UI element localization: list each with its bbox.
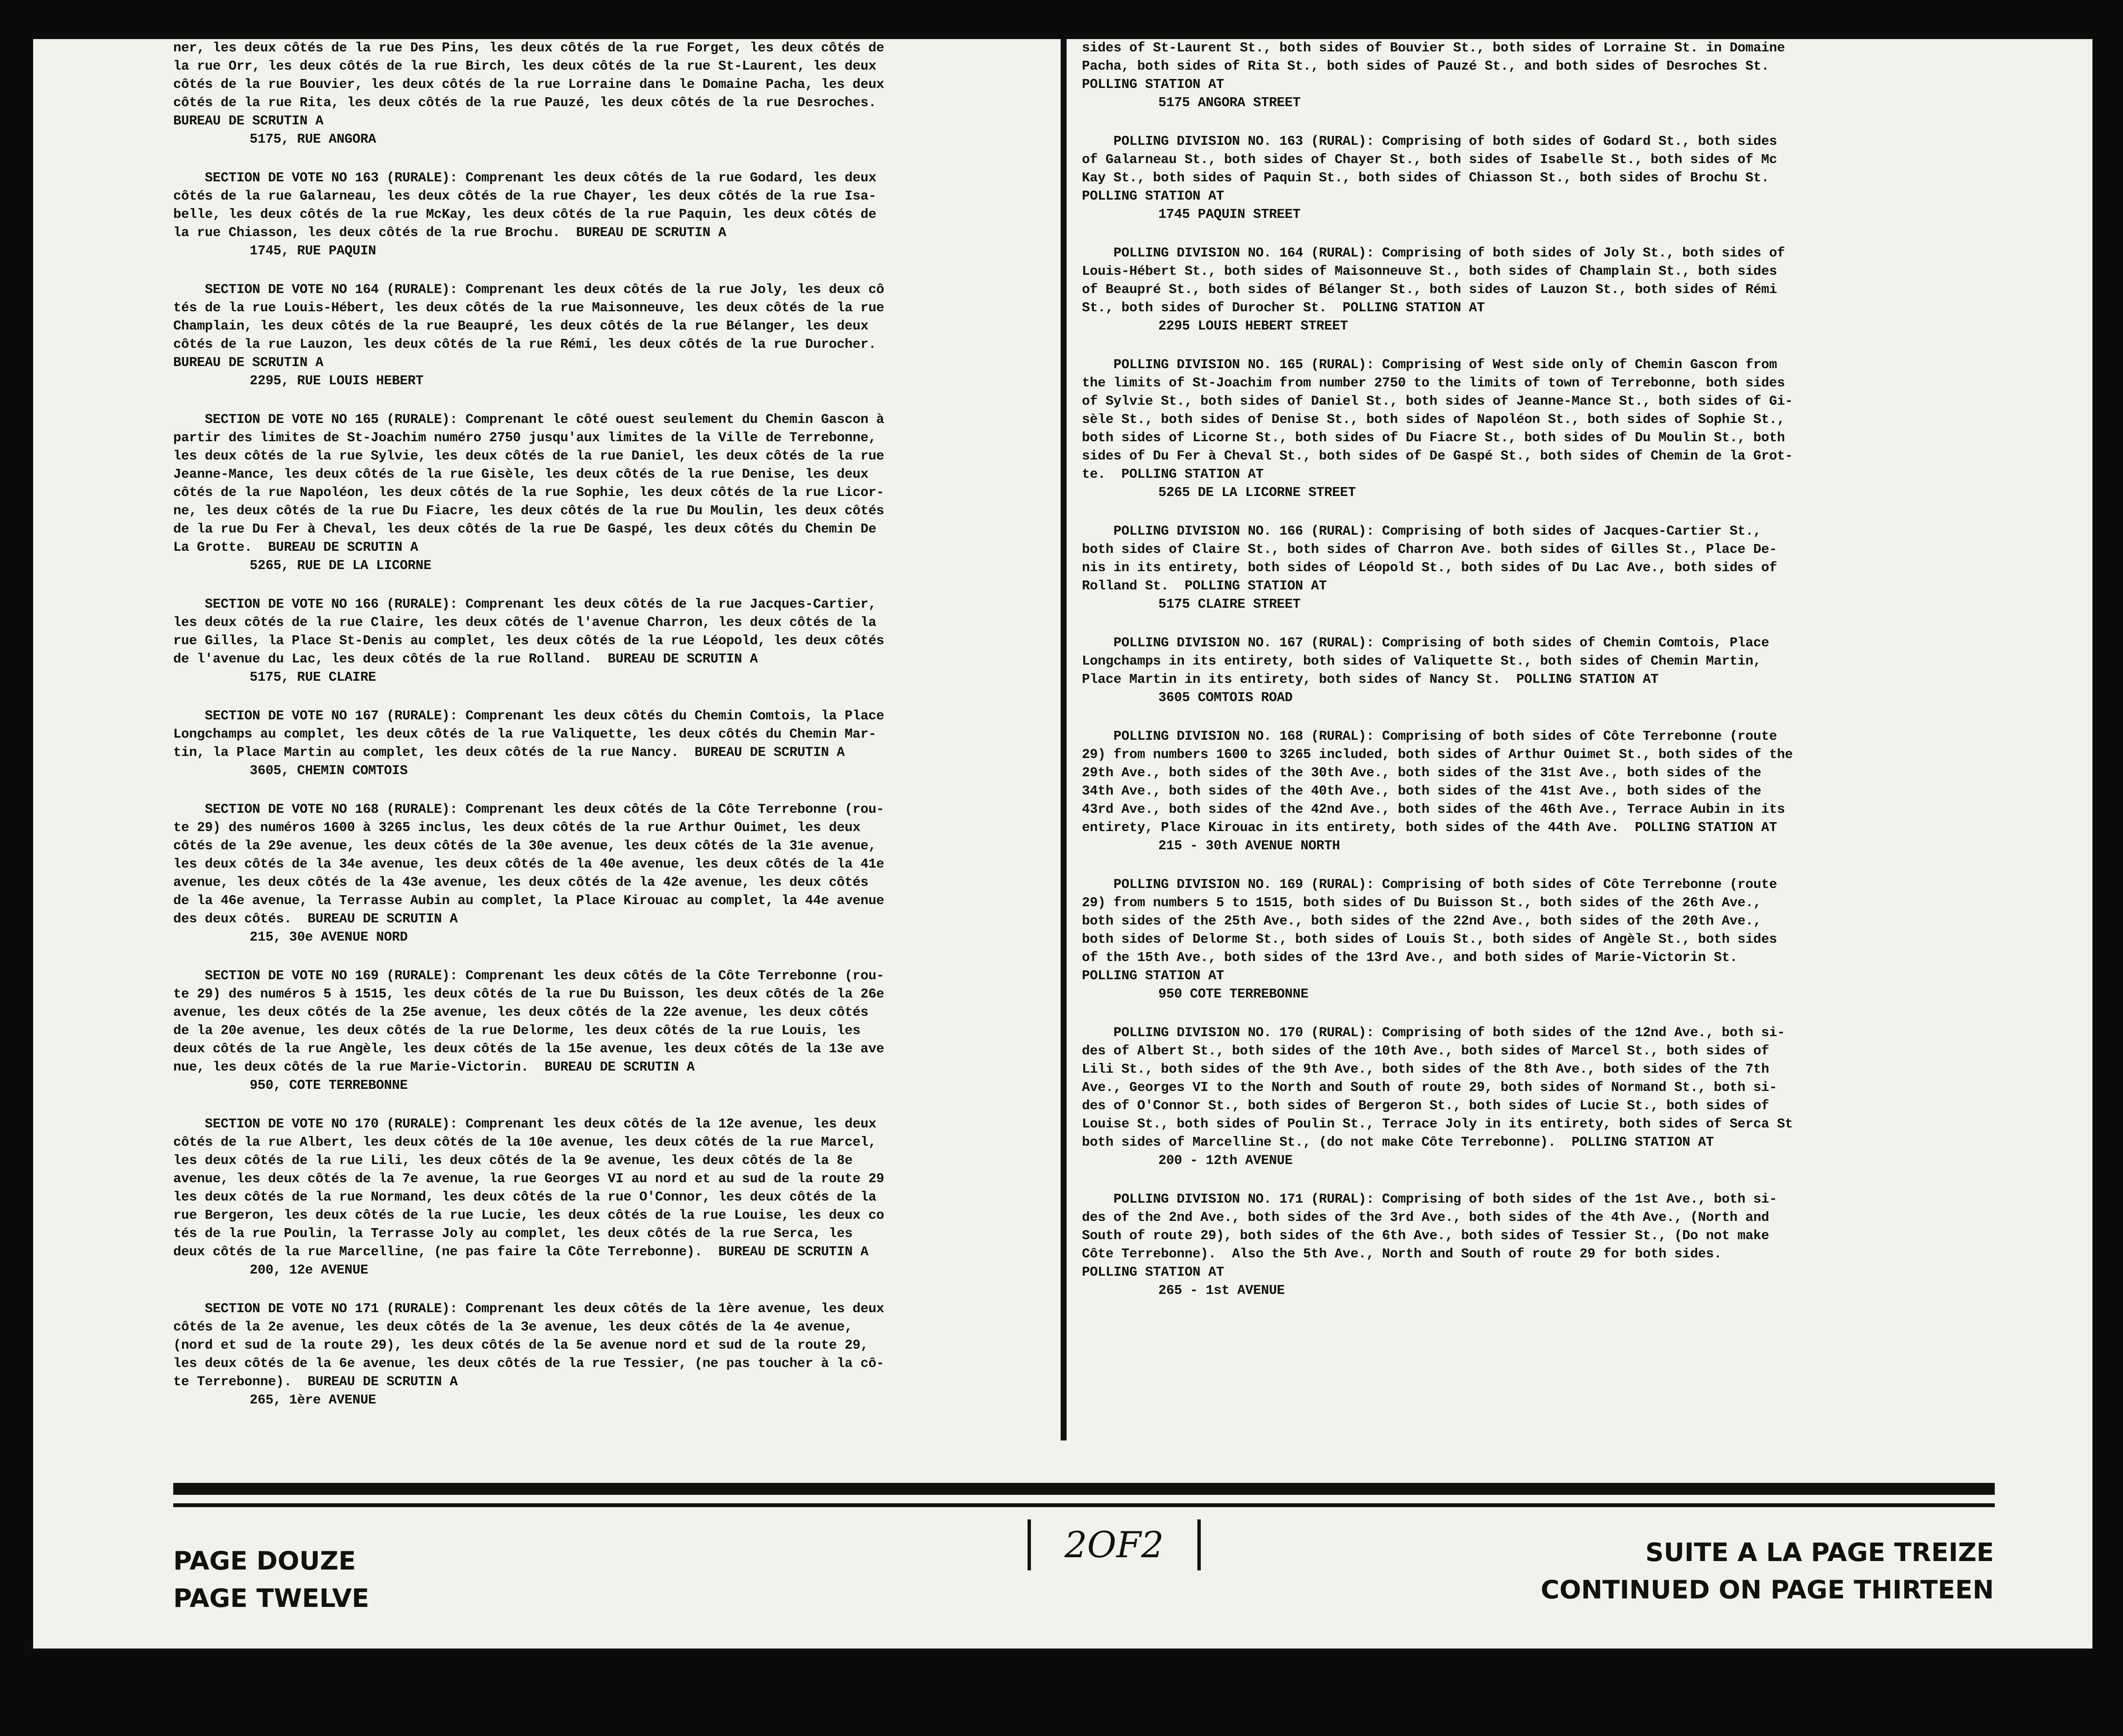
english-text-line: both sides of the 25th Ave., both sides of the 22nd Ave., both sides of the 20th Ave., bbox=[1082, 914, 1761, 929]
french-text-line: côtés de la rue Albert, les deux côtés de la 10e avenue, les deux côtés de la rue Marcel, bbox=[173, 1135, 876, 1150]
english-entry bbox=[1082, 727, 2003, 855]
french-text-line: SECTION DE VOTE NO 166 (RURALE): Comprenant les deux côtés de la rue Jacques-Cartier, bbox=[173, 597, 876, 612]
french-text-line: SECTION DE VOTE NO 167 (RURALE): Comprenant les deux côtés du Chemin Comtois, la Place bbox=[173, 709, 884, 724]
french-text-line: nue, les deux côtés de la rue Marie-Victorin. BUREAU DE SCRUTIN A bbox=[173, 1060, 695, 1075]
footer-rule-thick bbox=[173, 1483, 1995, 1495]
french-text-line: belle, les deux côtés de la rue McKay, les deux côtés de la rue Paquin, les deux côtés de bbox=[173, 207, 876, 222]
english-entry bbox=[1082, 1190, 2003, 1300]
french-polling-station-address: 5175, RUE CLAIRE bbox=[250, 670, 376, 685]
english-text-line: 34th Ave., both sides of the 40th Ave., both sides of the 41st Ave., both sides of the bbox=[1082, 784, 1761, 799]
english-entry bbox=[1082, 356, 2003, 502]
english-polling-station-address: 5175 CLAIRE STREET bbox=[1158, 597, 1301, 612]
french-entry bbox=[173, 169, 1061, 260]
french-text-line: de la 20e avenue, les deux côtés de la rue Delorme, les deux côtés de la rue Louis, les bbox=[173, 1023, 861, 1038]
french-text-line: la rue Chiasson, les deux côtés de la rue Brochu. BUREAU DE SCRUTIN A bbox=[173, 225, 726, 240]
english-text-line: POLLING DIVISION NO. 171 (RURAL): Comprising of both sides of the 1st Ave., both si- bbox=[1082, 1192, 1777, 1207]
french-polling-station-address: 265, 1ère AVENUE bbox=[250, 1393, 376, 1408]
french-entry bbox=[173, 411, 1061, 575]
english-text-line: both sides of Licorne St., both sides of Du Fiacre St., both sides of Du Moulin St., both bbox=[1082, 431, 1785, 445]
french-entry bbox=[173, 281, 1061, 390]
english-text-line: of Sylvie St., both sides of Daniel St., both sides of Jeanne-Mance St., both sides of Gi- bbox=[1082, 394, 1793, 409]
english-text-line: te. POLLING STATION AT bbox=[1082, 467, 1264, 482]
french-text-line: SECTION DE VOTE NO 169 (RURALE): Comprenant les deux côtés de la Côte Terrebonne (rou- bbox=[173, 969, 884, 984]
page-number-fr: PAGE DOUZE bbox=[173, 1546, 356, 1576]
french-text-line: de la 46e avenue, la Terrasse Aubin au complet, la Place Kirouac au complet, la 44e avenue bbox=[173, 893, 884, 908]
french-text-line: SECTION DE VOTE NO 165 (RURALE): Comprenant le côté ouest seulement du Chemin Gascon à bbox=[173, 412, 884, 427]
english-text-line: POLLING STATION AT bbox=[1082, 77, 1224, 92]
french-text-line: SECTION DE VOTE NO 170 (RURALE): Comprenant les deux côtés de la 12e avenue, les deux bbox=[173, 1117, 876, 1132]
english-entry bbox=[1082, 522, 2003, 614]
french-polling-station-address: 215, 30e AVENUE NORD bbox=[250, 930, 408, 945]
english-text-line: Pacha, both sides of Rita St., both sides of Pauzé St., and both sides of Desroches St. bbox=[1082, 59, 1769, 74]
english-polling-station-address: 215 - 30th AVENUE NORTH bbox=[1158, 839, 1340, 854]
english-polling-station-address: 5265 DE LA LICORNE STREET bbox=[1158, 485, 1356, 500]
french-text-line: La Grotte. BUREAU DE SCRUTIN A bbox=[173, 540, 418, 555]
french-polling-station-address: 950, COTE TERREBONNE bbox=[250, 1078, 408, 1093]
french-text-line: les deux côtés de la 34e avenue, les deux côtés de la 40e avenue, les deux côtés de la 41e bbox=[173, 857, 884, 872]
french-text-line: tés de la rue Louis-Hébert, les deux côtés de la rue Maisonneuve, les deux côtés de la rue bbox=[173, 301, 884, 316]
english-entry bbox=[1082, 876, 2003, 1003]
english-column bbox=[1082, 39, 2003, 1453]
english-text-line: of Beaupré St., both sides of Bélanger St., both sides of Lauzon St., both sides of Rémi bbox=[1082, 282, 1777, 297]
french-text-line: ner, les deux côtés de la rue Des Pins, les deux côtés de la rue Forget, les deux côtés de bbox=[173, 41, 884, 56]
french-entry bbox=[173, 595, 1061, 687]
english-polling-station-address: 200 - 12th AVENUE bbox=[1158, 1153, 1293, 1168]
french-text-line: les deux côtés de la 6e avenue, les deux côtés de la rue Tessier, (ne pas toucher à la cô- bbox=[173, 1356, 884, 1371]
french-text-line: avenue, les deux côtés de la 43e avenue, les deux côtés de la 42e avenue, les deux côtés bbox=[173, 875, 869, 890]
english-text-line: Longchamps in its entirety, both sides of Valiquette St., both sides of Chemin Martin, bbox=[1082, 654, 1761, 669]
english-text-line: des of O'Connor St., both sides of Bergeron St., both sides of Lucie St., both sides of bbox=[1082, 1099, 1769, 1113]
french-text-line: rue Gilles, la Place St-Denis au complet, les deux côtés de la rue Léopold, les deux côtés bbox=[173, 634, 884, 648]
english-text-line: Rolland St. POLLING STATION AT bbox=[1082, 579, 1327, 594]
continued-fr: SUITE A LA PAGE TREIZE bbox=[1645, 1538, 1994, 1567]
french-text-line: tés de la rue Poulin, la Terrasse Joly au complet, les deux côtés de la rue Serca, les bbox=[173, 1226, 853, 1241]
scanned-page bbox=[33, 39, 2092, 1649]
french-text-line: la rue Orr, les deux côtés de la rue Birch, les deux côtés de la rue St-Laurent, les deux bbox=[173, 59, 876, 74]
french-text-line: te Terrebonne). BUREAU DE SCRUTIN A bbox=[173, 1375, 458, 1389]
english-text-line: POLLING STATION AT bbox=[1082, 969, 1224, 984]
english-entry bbox=[1082, 39, 2003, 112]
french-text-line: te 29) des numéros 1600 à 3265 inclus, les deux côtés de la rue Arthur Ouimet, les deux bbox=[173, 820, 861, 835]
english-entry bbox=[1082, 1024, 2003, 1170]
english-text-line: POLLING DIVISION NO. 169 (RURAL): Comprising of both sides of Côte Terrebonne (route bbox=[1082, 877, 1777, 892]
english-text-line: 29) from numbers 1600 to 3265 included, both sides of Arthur Ouimet St., both sides of the bbox=[1082, 747, 1793, 762]
french-text-line: (nord et sud de la route 29), les deux côtés de la 5e avenue nord et sud de la route 29, bbox=[173, 1338, 869, 1353]
french-entry bbox=[173, 1300, 1061, 1409]
english-entry bbox=[1082, 244, 2003, 335]
french-entry bbox=[173, 800, 1061, 947]
english-text-line: POLLING DIVISION NO. 167 (RURAL): Comprising of both sides of Chemin Comtois, Place bbox=[1082, 636, 1769, 651]
english-text-line: both sides of Marcelline St., (do not make Côte Terrebonne). POLLING STATION AT bbox=[1082, 1135, 1714, 1150]
english-text-line: both sides of Claire St., both sides of Charron Ave. both sides of Gilles St., Place De- bbox=[1082, 542, 1777, 557]
french-text-line: côtés de la rue Bouvier, les deux côtés de la rue Lorraine dans le Domaine Pacha, les deux bbox=[173, 77, 884, 92]
english-text-line: POLLING DIVISION NO. 170 (RURAL): Comprising of both sides of the 12nd Ave., both si- bbox=[1082, 1026, 1785, 1040]
french-text-line: Longchamps au complet, les deux côtés de la rue Valiquette, les deux côtés du Chemin Mar- bbox=[173, 727, 876, 742]
french-text-line: côtés de la 2e avenue, les deux côtés de la 3e avenue, les deux côtés de la 4e avenue, bbox=[173, 1320, 853, 1335]
french-text-line: les deux côtés de la rue Sylvie, les deux côtés de la rue Daniel, les deux côtés de la rue bbox=[173, 449, 884, 464]
french-text-line: côtés de la rue Napoléon, les deux côtés de la rue Sophie, les deux côtés de la rue Licor- bbox=[173, 485, 884, 500]
english-text-line: sèle St., both sides of Denise St., both sides of Napoléon St., both sides of Sophie St., bbox=[1082, 412, 1785, 427]
english-text-line: sides of St-Laurent St., both sides of Bouvier St., both sides of Lorraine St. in Domaine bbox=[1082, 41, 1785, 56]
english-text-line: des of Albert St., both sides of the 10th Ave., both sides of Marcel St., both sides of bbox=[1082, 1044, 1769, 1059]
english-text-line: POLLING DIVISION NO. 168 (RURAL): Comprising of both sides of Côte Terrebonne (route bbox=[1082, 729, 1777, 744]
english-entry bbox=[1082, 132, 2003, 224]
french-text-line: des deux côtés. BUREAU DE SCRUTIN A bbox=[173, 912, 458, 927]
english-text-line: both sides of Delorme St., both sides of Louis St., both sides of Angèle St., both sides bbox=[1082, 932, 1777, 947]
continued-en: CONTINUED ON PAGE THIRTEEN bbox=[1540, 1575, 1994, 1605]
french-entry bbox=[173, 1115, 1061, 1279]
english-text-line: 29) from numbers 5 to 1515, both sides of Du Buisson St., both sides of the 26th Ave., bbox=[1082, 896, 1761, 910]
english-text-line: Côte Terrebonne). Also the 5th Ave., North and South of route 29 for both sides. bbox=[1082, 1247, 1722, 1262]
french-polling-station-address: 5265, RUE DE LA LICORNE bbox=[250, 558, 431, 573]
french-text-line: SECTION DE VOTE NO 164 (RURALE): Comprenant les deux côtés de la rue Joly, les deux cô bbox=[173, 282, 884, 297]
english-text-line: nis in its entirety, both sides of Léopold St., both sides of Du Lac Ave., both sides of bbox=[1082, 561, 1777, 575]
english-text-line: Ave., Georges VI to the North and South of route 29, both sides of Normand St., both si- bbox=[1082, 1080, 1777, 1095]
english-text-line: 43rd Ave., both sides of the 42nd Ave., both sides of the 46th Ave., Terrace Aubin in its bbox=[1082, 802, 1785, 817]
english-text-line: Louis-Hébert St., both sides of Maisonneuve St., both sides of Champlain St., both sides bbox=[1082, 264, 1777, 279]
continued-block bbox=[1541, 1534, 1994, 1609]
english-text-line: POLLING DIVISION NO. 165 (RURAL): Comprising of West side only of Chemin Gascon from bbox=[1082, 358, 1777, 372]
french-text-line: avenue, les deux côtés de la 25e avenue, les deux côtés de la 22e avenue, les deux côtés bbox=[173, 1005, 869, 1020]
english-polling-station-address: 950 COTE TERREBONNE bbox=[1158, 987, 1309, 1002]
french-text-line: côtés de la rue Galarneau, les deux côtés de la rue Chayer, les deux côtés de la rue Isa- bbox=[173, 189, 876, 204]
english-text-line: St., both sides of Durocher St. POLLING STATION AT bbox=[1082, 301, 1485, 316]
french-text-line: avenue, les deux côtés de la 7e avenue, la rue Georges VI au nord et au sud de la route 29 bbox=[173, 1172, 884, 1186]
french-text-line: deux côtés de la rue Angèle, les deux côtés de la 15e avenue, les deux côtés de la 13e ave bbox=[173, 1042, 884, 1057]
english-text-line: POLLING DIVISION NO. 163 (RURAL): Comprising of both sides of Godard St., both sides bbox=[1082, 134, 1777, 149]
french-text-line: de la rue Du Fer à Cheval, les deux côtés de la rue De Gaspé, les deux côtés du Chemin De bbox=[173, 522, 876, 537]
french-text-line: côtés de la 29e avenue, les deux côtés de la 30e avenue, les deux côtés de la 31e avenue, bbox=[173, 839, 876, 854]
column-divider bbox=[1061, 39, 1067, 1440]
french-text-line: de l'avenue du Lac, les deux côtés de la rue Rolland. BUREAU DE SCRUTIN A bbox=[173, 652, 758, 667]
english-text-line: Louise St., both sides of Poulin St., Terrace Joly in its entirety, both sides of Serca St bbox=[1082, 1117, 1793, 1132]
english-text-line: Place Martin in its entirety, both sides of Nancy St. POLLING STATION AT bbox=[1082, 672, 1659, 687]
english-text-line: of the 15th Ave., both sides of the 13rd Ave., and both sides of Marie-Victorin St. bbox=[1082, 950, 1738, 965]
english-text-line: des of the 2nd Ave., both sides of the 3rd Ave., both sides of the 4th Ave., (North and bbox=[1082, 1210, 1769, 1225]
english-text-line: POLLING STATION AT bbox=[1082, 189, 1224, 204]
english-polling-station-address: 3605 COMTOIS ROAD bbox=[1158, 690, 1293, 705]
french-polling-station-address: 5175, RUE ANGORA bbox=[250, 132, 376, 147]
english-polling-station-address: 265 - 1st AVENUE bbox=[1158, 1283, 1285, 1298]
french-text-line: SECTION DE VOTE NO 168 (RURALE): Comprenant les deux côtés de la Côte Terrebonne (rou- bbox=[173, 802, 884, 817]
english-text-line: POLLING STATION AT bbox=[1082, 1265, 1224, 1280]
french-text-line: SECTION DE VOTE NO 163 (RURALE): Comprenant les deux côtés de la rue Godard, les deux bbox=[173, 171, 876, 186]
french-text-line: BUREAU DE SCRUTIN A bbox=[173, 355, 324, 370]
page-number-block bbox=[173, 1542, 369, 1617]
reel-stamp: 2OF2 bbox=[1028, 1519, 1201, 1570]
english-polling-station-address: 5175 ANGORA STREET bbox=[1158, 96, 1301, 110]
french-polling-station-address: 200, 12e AVENUE bbox=[250, 1263, 369, 1278]
french-polling-station-address: 2295, RUE LOUIS HEBERT bbox=[250, 374, 424, 389]
french-entry bbox=[173, 967, 1061, 1095]
french-text-line: Champlain, les deux côtés de la rue Beaupré, les deux côtés de la rue Bélanger, les deux bbox=[173, 319, 869, 334]
french-text-line: te 29) des numéros 5 à 1515, les deux côtés de la rue Du Buisson, les deux côtés de la 26e bbox=[173, 987, 884, 1002]
french-text-line: les deux côtés de la rue Lili, les deux côtés de la 9e avenue, les deux côtés de la 8e bbox=[173, 1153, 853, 1168]
french-column bbox=[173, 39, 1061, 1453]
french-text-line: côtés de la rue Lauzon, les deux côtés de la rue Rémi, les deux côtés de la rue Durocher. bbox=[173, 337, 876, 352]
page-number-en: PAGE TWELVE bbox=[173, 1584, 369, 1613]
french-text-line: les deux côtés de la rue Normand, les deux côtés de la rue O'Connor, les deux côtés de la bbox=[173, 1190, 876, 1205]
english-entry bbox=[1082, 634, 2003, 707]
english-text-line: the limits of St-Joachim from number 2750 to the limits of town of Terrebonne, both sides bbox=[1082, 376, 1785, 391]
french-text-line: ne, les deux côtés de la rue Du Fiacre, les deux côtés de la rue Du Moulin, les deux côtés bbox=[173, 504, 884, 519]
english-text-line: of Galarneau St., both sides of Chayer St., both sides of Isabelle St., both sides of Mc bbox=[1082, 152, 1777, 167]
english-text-line: sides of Du Fer à Cheval St., both sides of De Gaspé St., both sides of Chemin de la Grot- bbox=[1082, 449, 1793, 464]
french-entry bbox=[173, 39, 1061, 149]
english-text-line: POLLING DIVISION NO. 166 (RURAL): Comprising of both sides of Jacques-Cartier St., bbox=[1082, 524, 1761, 539]
french-text-line: tin, la Place Martin au complet, les deux côtés de la rue Nancy. BUREAU DE SCRUTIN A bbox=[173, 745, 845, 760]
french-text-line: rue Bergeron, les deux côtés de la rue Lucie, les deux côtés de la rue Louise, les deux co bbox=[173, 1208, 884, 1223]
french-entry bbox=[173, 707, 1061, 780]
english-text-line: 29th Ave., both sides of the 30th Ave., both sides of the 31st Ave., both sides of the bbox=[1082, 766, 1761, 781]
english-polling-station-address: 2295 LOUIS HEBERT STREET bbox=[1158, 319, 1348, 334]
english-text-line: POLLING DIVISION NO. 164 (RURAL): Comprising of both sides of Joly St., both sides of bbox=[1082, 246, 1785, 261]
french-text-line: deux côtés de la rue Marcelline, (ne pas faire la Côte Terrebonne). BUREAU DE SCRUTIN A bbox=[173, 1245, 869, 1260]
french-polling-station-address: 1745, RUE PAQUIN bbox=[250, 244, 376, 259]
french-text-line: partir des limites de St-Joachim numéro 2750 jusqu'aux limites de la Ville de Terrebonne, bbox=[173, 431, 876, 445]
french-polling-station-address: 3605, CHEMIN COMTOIS bbox=[250, 764, 408, 778]
footer-rule-thin bbox=[173, 1503, 1995, 1507]
english-text-line: South of route 29), both sides of the 6th Ave., both sides of Tessier St., (Do not make bbox=[1082, 1229, 1769, 1243]
french-text-line: Jeanne-Mance, les deux côtés de la rue Gisèle, les deux côtés de la rue Denise, les deux bbox=[173, 467, 869, 482]
english-text-line: Lili St., both sides of the 9th Ave., both sides of the 8th Ave., both sides of the 7th bbox=[1082, 1062, 1769, 1077]
english-polling-station-address: 1745 PAQUIN STREET bbox=[1158, 207, 1301, 222]
english-text-line: Kay St., both sides of Paquin St., both sides of Chiasson St., both sides of Brochu St. bbox=[1082, 171, 1769, 186]
french-text-line: les deux côtés de la rue Claire, les deux côtés de l'avenue Charron, les deux côtés de la bbox=[173, 615, 876, 630]
french-text-line: SECTION DE VOTE NO 171 (RURALE): Comprenant les deux côtés de la 1ère avenue, les deux bbox=[173, 1302, 884, 1316]
french-text-line: côtés de la rue Rita, les deux côtés de la rue Pauzé, les deux côtés de la rue Desroches. bbox=[173, 96, 876, 110]
english-text-line: entirety, Place Kirouac in its entirety, both sides of the 44th Ave. POLLING STATION AT bbox=[1082, 820, 1777, 835]
french-text-line: BUREAU DE SCRUTIN A bbox=[173, 114, 324, 129]
